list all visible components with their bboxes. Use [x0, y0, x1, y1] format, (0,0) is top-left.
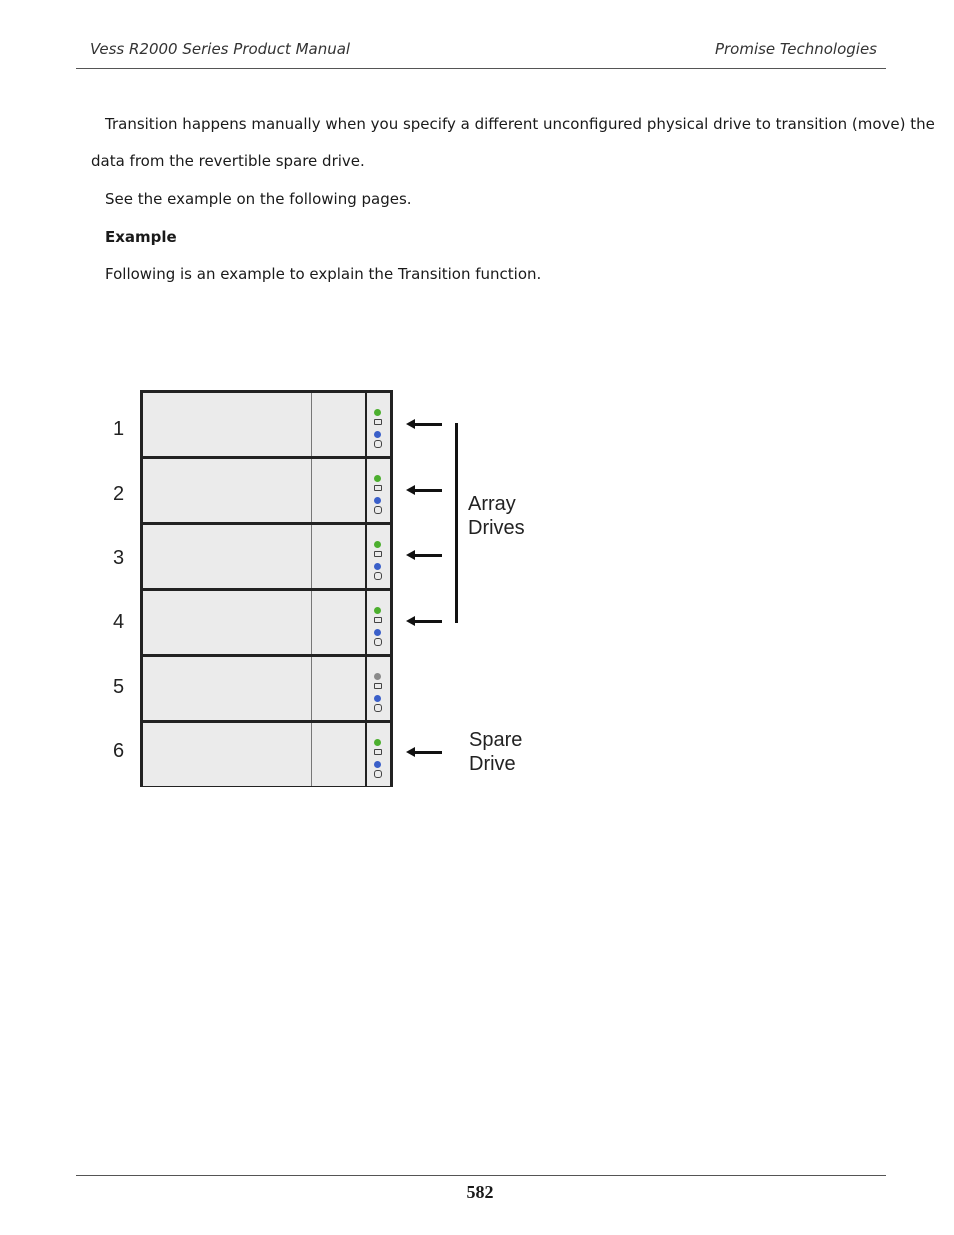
drive-icon: [374, 419, 382, 425]
section-heading-example: Example: [105, 228, 177, 246]
bay-number-2: 2: [113, 483, 125, 505]
array-label-line1: Array: [468, 493, 516, 515]
drive-icon: [374, 485, 382, 491]
activity-led-5: [374, 695, 381, 702]
drive-icon: [374, 551, 382, 557]
drive-chassis: [140, 390, 393, 787]
status-led-2: [374, 475, 381, 482]
array-drives-bracket: [455, 423, 458, 623]
activity-led-3: [374, 563, 381, 570]
status-led-1: [374, 409, 381, 416]
status-led-6: [374, 739, 381, 746]
disk-icon: [374, 506, 382, 514]
arrow-left-icon: [414, 620, 442, 623]
spare-label-line2: Drive: [469, 753, 516, 775]
drive-tray-4: [143, 591, 390, 654]
status-led-5: [374, 673, 381, 680]
spare-drive-label: [469, 728, 522, 776]
drive-tray-3: [143, 525, 390, 588]
paragraph-see-example: See the example on the following pages.: [105, 190, 412, 208]
disk-icon: [374, 440, 382, 448]
array-drives-label: [468, 492, 525, 540]
drive-tray-2: [143, 459, 390, 522]
page-number: 582: [466, 1182, 494, 1202]
spare-label-line1: Spare: [469, 729, 523, 751]
status-led-4: [374, 607, 381, 614]
disk-icon: [374, 770, 382, 778]
disk-icon: [374, 704, 382, 712]
disk-icon: [374, 572, 382, 580]
drive-icon: [374, 617, 382, 623]
drive-icon: [374, 683, 382, 689]
arrow-left-icon: [414, 423, 442, 426]
arrow-left-icon: [414, 554, 442, 557]
status-led-3: [374, 541, 381, 548]
array-label-line2: Drives: [468, 517, 525, 539]
paragraph-example-intro: Following is an example to explain the Transition function.: [105, 265, 542, 283]
header-company: Promise Technologies: [714, 40, 877, 58]
bay-number-6: 6: [113, 740, 125, 762]
activity-led-4: [374, 629, 381, 636]
activity-led-2: [374, 497, 381, 504]
disk-icon: [374, 638, 382, 646]
paragraph-transition-line2: data from the revertible spare drive.: [91, 152, 365, 170]
drive-icon: [374, 749, 382, 755]
header-title: Vess R2000 Series Product Manual: [90, 40, 351, 58]
drive-tray-6: [143, 723, 390, 786]
paragraph-transition-line1: Transition happens manually when you specify a different unconfigured physical drive to transition (move) the: [105, 115, 935, 133]
activity-led-6: [374, 761, 381, 768]
drive-tray-5: [143, 657, 390, 720]
bay-number-3: 3: [113, 547, 125, 569]
bay-number-1: 1: [113, 418, 125, 440]
bay-number-4: 4: [113, 611, 125, 633]
drive-tray-1: [143, 393, 390, 456]
activity-led-1: [374, 431, 381, 438]
arrow-left-icon: [414, 489, 442, 492]
footer-rule: [76, 1175, 886, 1176]
arrow-left-icon: [414, 751, 442, 754]
bay-number-5: 5: [113, 676, 125, 698]
